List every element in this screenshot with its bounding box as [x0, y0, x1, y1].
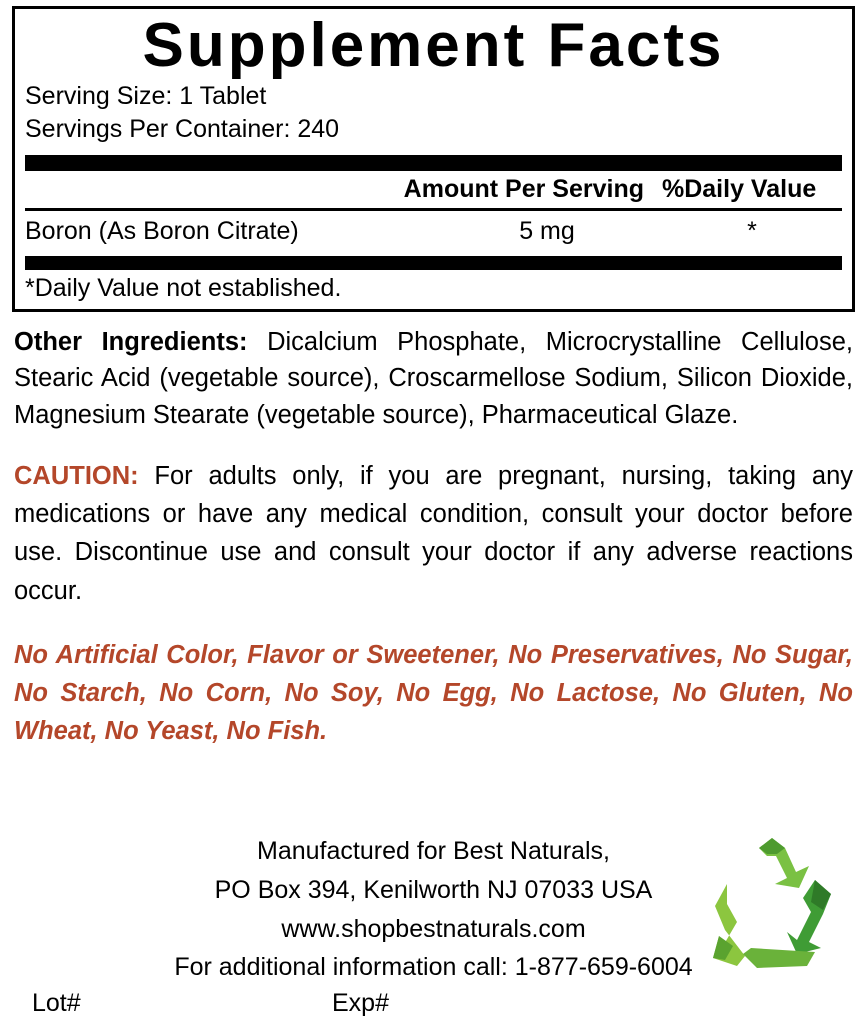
panel-title: Supplement Facts: [142, 11, 725, 80]
column-header-amount: Amount Per Serving: [403, 174, 644, 203]
caution-text: For adults only, if you are pregnant, nursing, taking any medications or have any medical condition, consult your doctor before use. Discontinue use and consult your doctor if any adverse reactions occur.: [14, 461, 853, 605]
column-header-daily-value: %Daily Value: [662, 174, 817, 203]
caution-statement: [14, 457, 853, 610]
panel-bar-medium: [25, 256, 842, 270]
manufacturer-address: PO Box 394, Kenilworth NJ 07033 USA: [214, 875, 653, 904]
nutrient-amount: 5 mg: [519, 216, 575, 245]
column-headers: [25, 171, 842, 208]
nutrient-daily-value: *: [747, 216, 757, 245]
supplement-facts-panel: [12, 6, 855, 312]
free-from-claims: No Artificial Color, Flavor or Sweetener, No Preservatives, No Sugar, No Starch, No Corn, No Soy, No Egg, No Lactose, No Gluten, No Wheat, No Yeast, No Fish.: [14, 640, 853, 746]
other-ingredients-label: Other Ingredients:: [14, 327, 248, 356]
manufacturer-phone: For additional information call: 1-877-659-6004: [174, 953, 693, 982]
recycle-icon: [697, 836, 847, 976]
servings-per-container: Servings Per Container: 240: [25, 115, 340, 144]
panel-bar-thick: [25, 155, 842, 171]
lot-exp-row: [14, 989, 853, 1018]
other-ingredients: [14, 324, 853, 433]
label-footer: [0, 832, 867, 1018]
manufacturer-website[interactable]: www.shopbestnaturals.com: [281, 914, 586, 943]
other-ingredients-text: Dicalcium Phosphate, Microcrystalline Cellulose, Stearic Acid (vegetable source), Croscarmellose Sodium, Silicon Dioxide, Magnesium Stearate (vegetable source), Pharmaceutical Glaze.: [14, 327, 853, 429]
caution-label: CAUTION:: [14, 461, 139, 490]
manufacturer-name: Manufactured for Best Naturals,: [257, 837, 610, 865]
nutrient-name: Boron (As Boron Citrate): [25, 216, 299, 245]
serving-size: Serving Size: 1 Tablet: [25, 82, 267, 111]
daily-value-footnote: *Daily Value not established.: [25, 273, 342, 302]
table-row: [25, 211, 842, 254]
expiration-date: Exp#: [332, 989, 389, 1017]
lot-number: Lot#: [32, 989, 81, 1017]
